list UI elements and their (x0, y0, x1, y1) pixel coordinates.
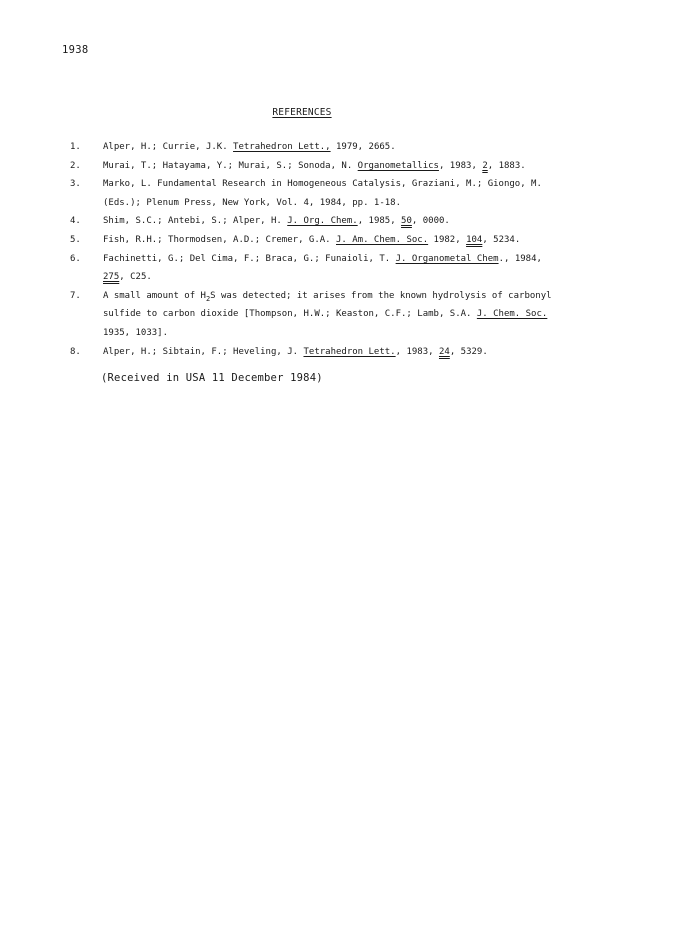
journal-title: Organometallics (357, 160, 439, 171)
reference-number: 3. (70, 179, 81, 190)
journal-title: Tetrahedron Lett., (233, 142, 331, 152)
received-date: (Received in USA 11 December 1984) (101, 372, 323, 384)
reference-segment: (Eds.); Plenum Press, New York, Vol. 4, 1984, pp. 1-18. (103, 197, 402, 208)
reference-segment: Shim, S.C.; Antebi, S.; Alper, H. (103, 216, 288, 227)
reference-line (103, 343, 630, 362)
reference-line (103, 250, 630, 269)
journal-title: J. Am. Chem. Soc. (336, 234, 429, 245)
subscript: 2 (205, 294, 211, 303)
reference-item (70, 231, 630, 250)
reference-text (103, 287, 630, 343)
reference-text (103, 138, 630, 157)
reference-segment: , C25. (119, 272, 152, 283)
reference-number: 1. (70, 142, 81, 152)
reference-segment: , 1983, (395, 346, 439, 357)
reference-item (70, 343, 630, 362)
reference-text (103, 157, 630, 176)
reference-item (70, 138, 630, 157)
reference-segment: , 5234. (482, 234, 521, 245)
reference-segment: Alper, H.; Currie, J.K. (103, 142, 234, 152)
reference-segment: , 1883. (487, 160, 526, 171)
reference-line (103, 287, 630, 306)
reference-text (103, 231, 630, 250)
reference-segment: Fachinetti, G.; Del Cima, F.; Braca, G.; Funaioli, T. (103, 253, 396, 264)
reference-segment: S was detected; it arises from the known hydrolysis of carbonyl (210, 290, 552, 301)
reference-line (103, 324, 630, 343)
journal-title: J. Chem. Soc. (476, 309, 548, 320)
volume-number: 50 (401, 216, 412, 227)
reference-item (70, 287, 630, 343)
reference-segment: , 1983, (438, 160, 483, 171)
reference-segment: Marko, L. Fundamental Research in Homogeneous Catalysis, Graziani, M.; Giongo, M. (103, 179, 542, 190)
reference-segment: , 1985, (357, 216, 402, 227)
reference-item (70, 212, 630, 231)
reference-text (103, 175, 630, 212)
reference-line (103, 175, 630, 194)
reference-segment: Alper, H.; Sibtain, F.; Heveling, J. (103, 346, 304, 357)
journal-title: Tetrahedron Lett. (303, 346, 396, 357)
reference-segment: Murai, T.; Hatayama, Y.; Murai, S.; Sonoda, N. (103, 160, 358, 171)
reference-line (103, 194, 630, 213)
reference-number: 4. (70, 216, 81, 227)
reference-text (103, 343, 630, 362)
reference-segment: A small amount of H (103, 290, 206, 301)
reference-segment: , 0000. (411, 216, 450, 227)
reference-text (103, 212, 630, 231)
reference-list (70, 138, 630, 361)
reference-line (103, 231, 630, 250)
reference-segment: , 5329. (449, 346, 488, 357)
reference-item (70, 175, 630, 212)
reference-number: 2. (70, 160, 81, 171)
reference-number: 6. (70, 253, 81, 264)
journal-title: J. Organometal Chem (395, 253, 499, 264)
volume-number: 2 (482, 160, 488, 171)
reference-segment: sulfide to carbon dioxide [Thompson, H.W.; Keaston, C.F.; Lamb, S.A. (103, 309, 477, 320)
reference-segment: 1982, (428, 234, 467, 245)
journal-title: J. Org. Chem. (287, 216, 358, 227)
reference-number: 8. (70, 346, 81, 357)
reference-line (103, 305, 630, 324)
reference-line (103, 268, 630, 287)
reference-line (103, 157, 630, 176)
reference-number: 7. (70, 290, 81, 301)
page-number: 1938 (62, 44, 89, 56)
reference-line (103, 212, 630, 231)
reference-segment: Fish, R.H.; Thormodsen, A.D.; Cremer, G.A. (103, 234, 336, 245)
reference-segment: 1935, 1033]. (103, 327, 169, 338)
volume-number: 24 (438, 346, 450, 357)
reference-text (103, 250, 630, 287)
volume-number: 104 (466, 234, 483, 245)
reference-item (70, 250, 630, 287)
reference-line (103, 138, 630, 157)
references-heading-text: REFERENCES (272, 107, 332, 118)
volume-number: 275 (103, 272, 120, 283)
reference-segment: 1979, 2665. (330, 142, 396, 152)
reference-item (70, 157, 630, 176)
reference-number: 5. (70, 234, 81, 245)
reference-segment: ., 1984, (498, 253, 542, 264)
references-heading (0, 107, 604, 118)
